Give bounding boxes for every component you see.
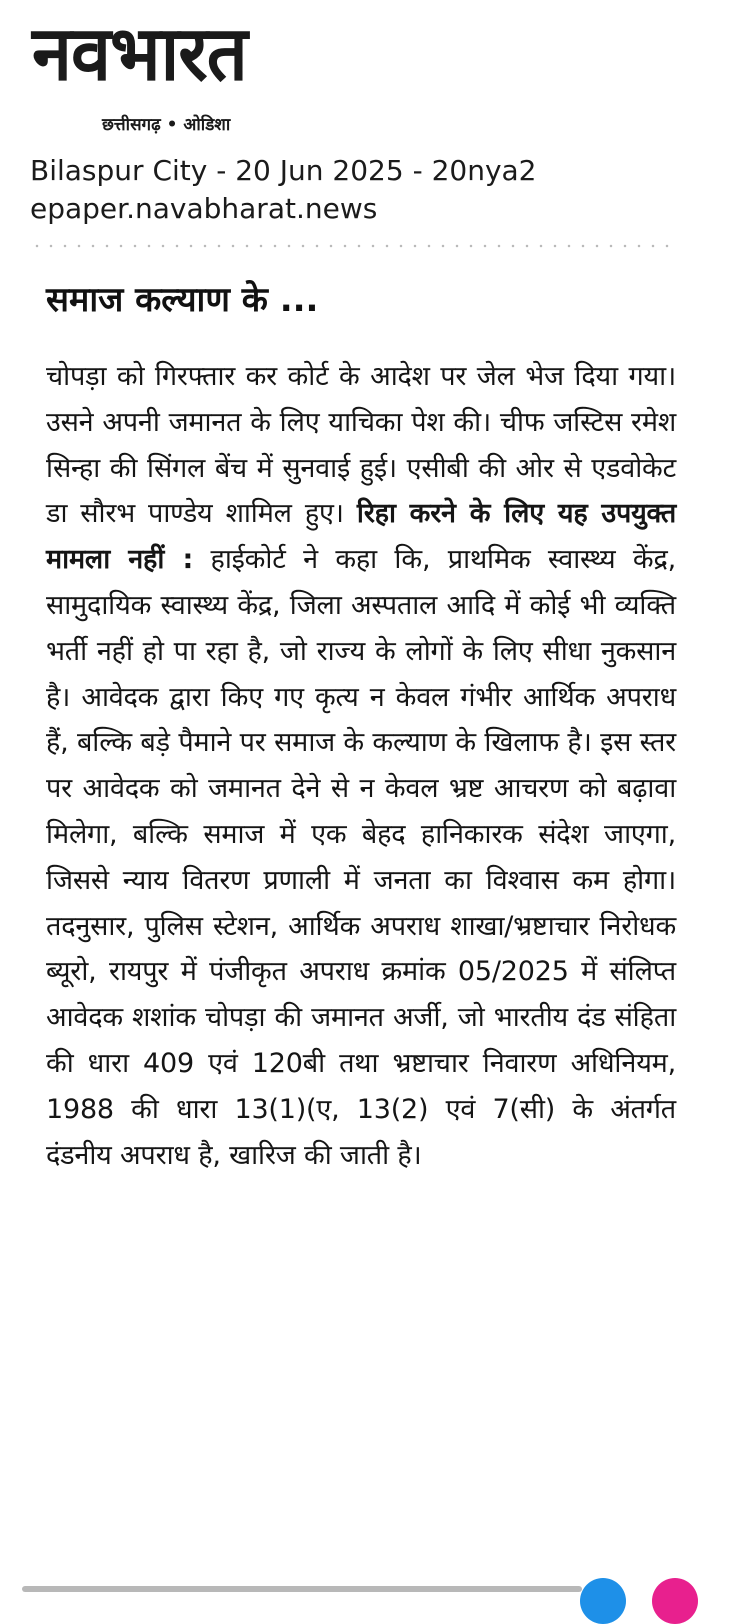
dotted-divider xyxy=(30,244,670,248)
logo-tagline: छत्तीसगढ़ • ओडिशा xyxy=(102,115,231,135)
article-headline: समाज कल्याण के ... xyxy=(46,280,319,320)
edition-info xyxy=(30,152,537,228)
pink-circle-icon[interactable] xyxy=(652,1578,698,1624)
article-paragraph-2: हाईकोर्ट ने कहा कि, प्राथमिक स्वास्थ्य केंद्र, सामुदायिक स्वास्थ्य केंद्र, जिला अस्पताल आदि में कोई भी व्यक्ति भर्ती नहीं हो पा रहा है, जो राज्य के लोगों के लिए सीधा नुकसान है। आवेदक द्वारा किए गए कृत्य न केवल गंभीर आर्थिक अपराध हैं, बल्कि बड़े पैमाने पर समाज के कल्याण के खिलाफ है। इस स्तर पर आवेदक को जमानत देने से न केवल भ्रष्ट आचरण को बढ़ावा मिलेगा, बल्कि समाज में एक बेहद हानिकारक संदेश जाएगा, जिससे न्याय वितरण प्रणाली में जनता का विश्वास कम होगा। तदनुसार, पुलिस स्टेशन, आर्थिक अपराध शाखा/भ्रष्टाचार निरोधक ब्यूरो, रायपुर में पंजीकृत अपराध क्रमांक 05/2025 में संलिप्त आवेदक शशांक चोपड़ा की जमानत अर्जी, जो भारतीय दंड संहिता की धारा 409 एवं 120बी तथा भ्रष्टाचार निवारण अधिनियम, 1988 की धारा 13(1)(ए, 13(2) एवं 7(सी) के अंतर्गत दंडनीय अपराध है, खारिज की जाती है। xyxy=(46,544,676,1171)
site-url: epaper.navabharat.news xyxy=(30,192,378,225)
newspaper-logo: नवभारत xyxy=(32,9,247,98)
edition-line: Bilaspur City - 20 Jun 2025 - 20nya2 xyxy=(30,154,537,187)
scroll-track[interactable] xyxy=(22,1586,582,1592)
article-subhead: रिहा करने के लिए यह उपयुक्त मामला नहीं : xyxy=(46,498,677,576)
blue-circle-icon[interactable] xyxy=(580,1578,626,1624)
masthead xyxy=(24,0,424,140)
article-paragraph-1: चोपड़ा को गिरफ्तार कर कोर्ट के आदेश पर जेल भेज दिया गया। उसने अपनी जमानत के लिए याचिका पेश की। चीफ जस्टिस रमेश सिन्हा की सिंगल बेंच में सुनवाई हुई। एसीबी की ओर से एडवोकेट डा सौरभ पाण्डेय शामिल हुए। xyxy=(46,361,676,530)
article-body xyxy=(46,354,676,1178)
